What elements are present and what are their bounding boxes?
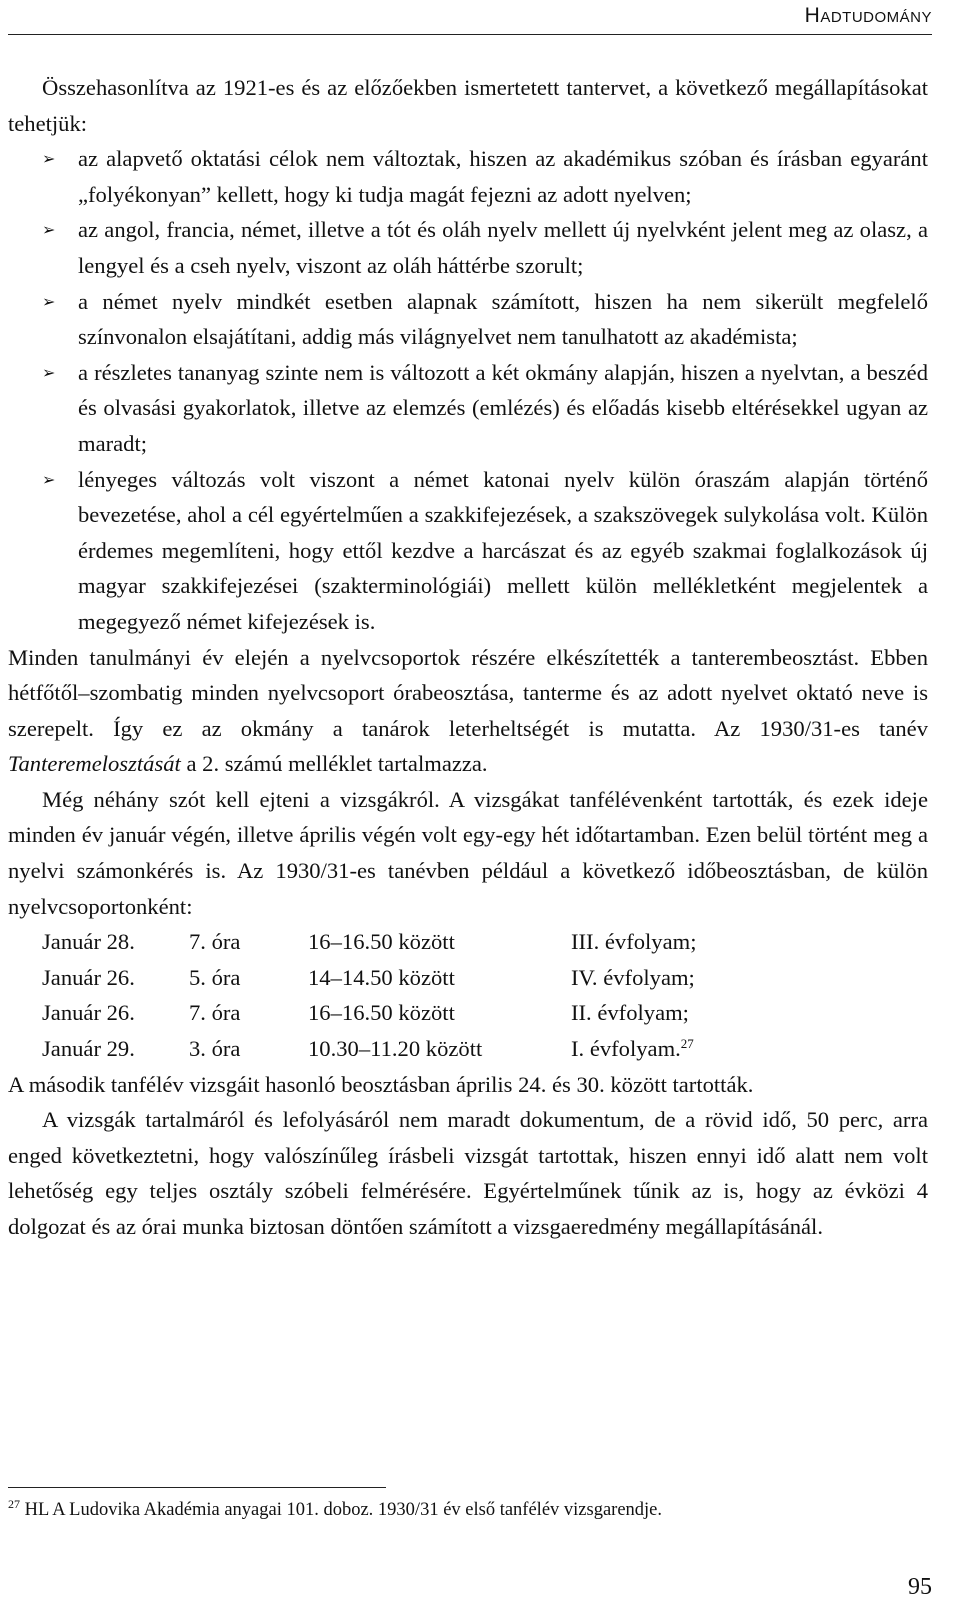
exam-date: Január 26. <box>42 964 135 990</box>
list-item: ➢ az angol, francia, német, illetve a tót és oláh nyelv mellett új nyelvként jelent meg az olasz, a lengyel és a cseh nyelv, viszont az oláh háttérbe szorult; <box>8 212 928 283</box>
exam-hour: 7. óra <box>189 1000 241 1026</box>
footnote-number: 27 <box>8 1497 20 1511</box>
footnote-text: HL A Ludovika Akadémia anyagai 101. doboz. 1930/31 év első tanfélév vizsgarendje. <box>24 1500 663 1520</box>
footnote-divider <box>8 1487 386 1488</box>
exam-year: I. évfolyam.$^{27}$ <box>571 1036 694 1062</box>
exam-date: Január 29. <box>42 1036 135 1062</box>
intro-paragraph: Összehasonlítva az 1921-es és az előzőekben ismertetett tantervet, a következő megállapításokat tehetjük: <box>8 75 928 136</box>
arrowhead-right-icon: ➢ <box>42 220 56 240</box>
exam-time: 10.30–11.20 között <box>308 1036 483 1062</box>
page-number: 95 <box>908 1574 932 1600</box>
main-text <box>8 70 928 1245</box>
exam-hour: 5. óra <box>189 964 241 990</box>
exam-time: 16–16.50 között <box>308 1000 455 1026</box>
table-row <box>42 995 696 1031</box>
exams-paragraph: Még néhány szót kell ejteni a vizsgákról. A vizsgákat tanfélévenként tartották, és ezek ideje minden év január végén, illetve április végén volt egy-egy hét időtartamban. Ezen belül történt meg a nyelvi számonkérés is. Az 1930/31-es tanévben például a következő időbeosztásban, de külön nyelvcsoportonként: <box>8 786 928 919</box>
exam-year: II. évfolyam; <box>571 1000 689 1026</box>
exam-year: III. évfolyam; <box>571 929 697 955</box>
exam-date: Január 28. <box>42 929 135 955</box>
arrowhead-right-icon: ➢ <box>42 291 56 311</box>
footnote-reference[interactable]: 27 <box>680 1036 694 1052</box>
list-item: ➢ a részletes tananyag szinte nem is változott a két okmány alapján, hiszen a nyelvtan, a beszéd és olvasási gyakorlatok, illetve az elemzés (emlézés) és előadás kisebb eltérésekkel ugyan az maradt; <box>8 355 928 462</box>
table-row <box>42 924 696 960</box>
schedule-paragraph: Minden tanulmányi év elején a nyelvcsoportok részére elkészítették a tanterembeosztást. Ebben hétfőtől–szombatig minden nyelvcsoport órabeosztása, tanterme és az adott nyelvet oktató neve is szerepelt. Így ez az okmány a tanárok leterheltségét is mutatta. Az 1930/31-es tanév Tanteremelosztását a 2. számú melléklet tartalmazza. <box>8 644 928 777</box>
arrowhead-right-icon: ➢ <box>42 149 56 169</box>
list-item: ➢ lényeges változás volt viszont a német katonai nyelv külön óraszám alapján történő bevezetése, ahol a cél egyértelműen a szakkifejezések, a szakszövegek sulykolása volt. Külön érdemes megemlíteni, hogy ettől kezdve a harcászat és az egyéb szakmai foglalkozások új magyar szakkifejezései (szakterminológiái) mellett külön mellékletként megjelentek a megegyező német kifejezések is. <box>8 462 928 640</box>
running-header: Hadtudomány <box>804 4 932 27</box>
exam-hour: 3. óra <box>189 1036 241 1062</box>
list-item: ➢ a német nyelv mindkét esetben alapnak számított, hiszen ha nem sikerült megfelelő színvonalon elsajátítani, addig más világnyelvet nem tanulhatott az akadémista; <box>8 284 928 355</box>
exam-time: 16–16.50 között <box>308 929 455 955</box>
list-item: ➢ az alapvető oktatási célok nem változtak, hiszen az akadémikus szóban és írásban egyaránt „folyékonyan” kellett, hogy ki tudja magát fejezni az adott nyelven; <box>8 141 928 212</box>
exam-hour: 7. óra <box>189 929 241 955</box>
exam-year: IV. évfolyam; <box>571 964 695 990</box>
second-semester-paragraph: A második tanfélév vizsgáit hasonló beosztásban április 24. és 30. között tartották. <box>8 1071 754 1097</box>
arrowhead-right-icon: ➢ <box>42 469 56 489</box>
exam-time: 14–14.50 között <box>308 964 455 990</box>
header-divider <box>8 34 932 35</box>
exam-date: Január 26. <box>42 1000 135 1026</box>
exam-content-paragraph: A vizsgák tartalmáról és lefolyásáról nem maradt dokumentum, de a rövid idő, 50 perc, arra enged következtetni, hogy valószínűleg írásbeli vizsgát tartottak, hiszen ennyi idő alatt nem volt lehetőség egy teljes osztály szóbeli felmérésére. Egyértelműnek tűnik az is, hogy az évközi 4 dolgozat és az órai munka biztosan döntően számított a vizsgaeredmény megállapításánál. <box>8 1107 928 1239</box>
findings-list <box>8 141 928 639</box>
footnote <box>8 1497 928 1523</box>
italic-term: Tanteremelosztását <box>8 751 181 777</box>
arrowhead-right-icon: ➢ <box>42 362 56 382</box>
table-row <box>42 1031 696 1067</box>
exam-schedule-table <box>42 924 696 1066</box>
table-row <box>42 960 696 996</box>
